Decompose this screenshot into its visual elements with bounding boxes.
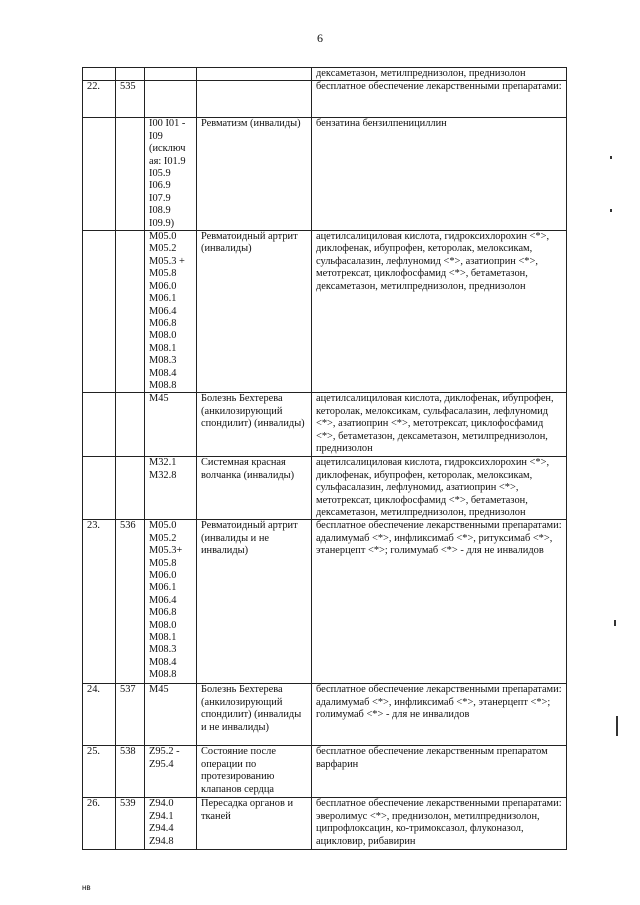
icd-codes-cell (145, 68, 197, 81)
row-number-cell (83, 393, 116, 457)
icd-code: M08.4 (149, 656, 177, 668)
row-number-cell: 24. (83, 684, 116, 746)
icd-code: M05.2 (149, 243, 177, 255)
table-row (83, 81, 567, 118)
table-row (83, 231, 567, 393)
icd-code: M08.3 (149, 355, 177, 367)
row-number-cell (83, 457, 116, 520)
icd-code: M32.1 (149, 457, 177, 469)
icd-code: M06.1 (149, 293, 177, 305)
icd-code: M08.8 (149, 669, 177, 681)
scan-mark (614, 620, 616, 626)
drugs-cell: бесплатное обеспечение лекарственными препаратами: адалимумаб <*>, инфликсимаб <*>, ритуксимаб <*>, этанерцепт <*>; голимумаб <*> - для не инвалидов (312, 520, 567, 684)
row-number-cell (83, 118, 116, 231)
icd-code: M08.0 (149, 330, 177, 342)
icd-code: M08.4 (149, 367, 177, 379)
page-number: 6 (317, 31, 323, 45)
drugs-cell: бесплатное обеспечение лекарственными препаратами: (312, 81, 567, 118)
icd-code: Z94.8 (149, 835, 174, 847)
icd-code: M05.8 (149, 557, 177, 569)
icd-code: M06.0 (149, 570, 177, 581)
disease-cell: Ревматоидный артрит (инвалиды) (197, 231, 312, 393)
disease-cell: Ревматоидный артрит (инвалиды и не инвалиды) (197, 520, 312, 684)
disease-cell (197, 68, 312, 81)
icd-code: I07.9 (149, 192, 171, 204)
drug-provision-table (82, 67, 567, 850)
table-row (83, 118, 567, 231)
disease-cell: Пересадка органов и тканей (197, 798, 312, 850)
table-row (83, 520, 567, 684)
drugs-cell: бесплатное обеспечение лекарственными препаратами: адалимумаб <*>, инфликсимаб <*>, этанерцепт <*>; голимумаб <*> - для не инвалидов (312, 684, 567, 746)
icd-codes-cell (145, 81, 197, 118)
code-cell (116, 457, 145, 520)
drugs-cell: бесплатное обеспечение лекарственными препаратами: эверолимус <*>, преднизолон, метилпреднизолон, ципрофлоксацин, ко-тримоксазол, флуконазол, ацикловир, рибавирин (312, 798, 567, 850)
icd-code: M05.3+ (149, 545, 183, 557)
scan-mark (610, 156, 612, 159)
drugs-cell: ацетилсалициловая кислота, диклофенак, ибупрофен, кеторолак, мелоксикам, сульфасалазин, лефлуномид <*>, азатиоприн <*>, метотрексат, циклофосфамид <*>, бетаметазон, дексаметазон, метилпреднизолон, преднизолон (312, 393, 567, 457)
table-row (83, 798, 567, 850)
icd-codes-cell (145, 746, 197, 798)
code-cell (116, 68, 145, 81)
table-row (83, 457, 567, 520)
code-cell (116, 393, 145, 457)
icd-code: Z94.4 (149, 823, 174, 835)
icd-code: M06.0 (149, 280, 177, 292)
row-number-cell (83, 68, 116, 81)
table-row (83, 746, 567, 798)
drugs-cell: бесплатное обеспечение лекарственным препаратом варфарин (312, 746, 567, 798)
icd-code: Z94.0 (149, 798, 174, 810)
code-cell: 538 (116, 746, 145, 798)
icd-code: M05.0 (149, 520, 177, 532)
row-number-cell: 25. (83, 746, 116, 798)
code-cell: 539 (116, 798, 145, 850)
code-cell: 537 (116, 684, 145, 746)
disease-cell (197, 81, 312, 118)
drugs-cell: дексаметазон, метилпреднизолон, преднизолон (312, 68, 567, 81)
icd-code: M05.0 (149, 231, 177, 243)
icd-code: M45 (149, 393, 169, 405)
icd-code: M08.1 (149, 632, 177, 644)
row-number-cell: 22. (83, 81, 116, 118)
icd-code: M06.8 (149, 607, 177, 619)
icd-codes-cell (145, 520, 197, 684)
icd-code: M08.8 (149, 379, 177, 391)
icd-code: (исключ (149, 143, 186, 155)
disease-cell: Болезнь Бехтерева (анкилозирующий спондилит) (инвалиды) (197, 393, 312, 457)
code-cell (116, 231, 145, 393)
icd-codes-cell (145, 457, 197, 520)
code-cell (116, 118, 145, 231)
icd-code: M06.4 (149, 594, 177, 606)
icd-codes-cell (145, 684, 197, 746)
drugs-cell: ацетилсалициловая кислота, гидроксихлорохин <*>, диклофенак, ибупрофен, кеторолак, мелоксикам, сульфасалазин, лефлуномид <*>, азатиоприн <*>, метотрексат, циклофосфамид <*>, бетаметазон, дексаметазон, метилпреднизолон, преднизолон (312, 231, 567, 393)
icd-code: I06.9 (149, 180, 171, 192)
icd-code: I09.9) (149, 217, 175, 229)
icd-code: M06.1 (149, 582, 177, 594)
icd-code: M06.8 (149, 317, 177, 329)
footer-mark: нв (82, 883, 91, 892)
code-cell: 536 (116, 520, 145, 684)
icd-code: I09 (149, 130, 163, 142)
icd-code: M05.8 (149, 268, 177, 280)
disease-cell: Состояние после операции по протезированию клапанов сердца (197, 746, 312, 798)
scan-mark (610, 209, 612, 212)
scan-mark (616, 716, 618, 736)
disease-cell: Системная красная волчанка (инвалиды) (197, 457, 312, 520)
code-cell: 535 (116, 81, 145, 118)
drugs-cell: бензатина бензилпенициллин (312, 118, 567, 231)
icd-code: Z95.2 - (149, 746, 180, 758)
icd-code: M05.3 + (149, 255, 185, 267)
icd-code: ая: I01.9 (149, 155, 186, 167)
icd-code: M08.3 (149, 644, 177, 656)
table-row (83, 684, 567, 746)
row-number-cell (83, 231, 116, 393)
icd-code: M32.8 (149, 469, 177, 481)
row-number-cell: 23. (83, 520, 116, 684)
disease-cell: Ревматизм (инвалиды) (197, 118, 312, 231)
table-row (83, 393, 567, 457)
drugs-cell: ацетилсалициловая кислота, гидроксихлорохин <*>, диклофенак, ибупрофен, кеторолак, мелоксикам, сульфасалазин, лефлуномид, азатиоприн <*>, метотрексат, циклофосфамид <*>, бетаметазон, дексаметазон, метилпреднизолон, преднизолон (312, 457, 567, 520)
icd-codes-cell (145, 798, 197, 850)
icd-code: Z94.1 (149, 810, 174, 822)
icd-codes-cell (145, 118, 197, 231)
icd-code: M08.0 (149, 619, 177, 631)
disease-cell: Болезнь Бехтерева (анкилозирующий спондилит) (инвалиды и не инвалиды) (197, 684, 312, 746)
icd-code: I08.9 (149, 205, 171, 217)
icd-codes-cell (145, 231, 197, 393)
icd-code: M08.1 (149, 342, 177, 354)
icd-code: Z95.4 (149, 758, 174, 770)
table-body (83, 68, 567, 850)
icd-code: I05.9 (149, 168, 171, 180)
icd-code: I00 I01 - (149, 118, 186, 130)
icd-code: M45 (149, 684, 169, 696)
icd-code: M05.2 (149, 532, 177, 544)
icd-codes-cell (145, 393, 197, 457)
row-number-cell: 26. (83, 798, 116, 850)
table-row (83, 68, 567, 81)
icd-code: M06.4 (149, 305, 177, 317)
